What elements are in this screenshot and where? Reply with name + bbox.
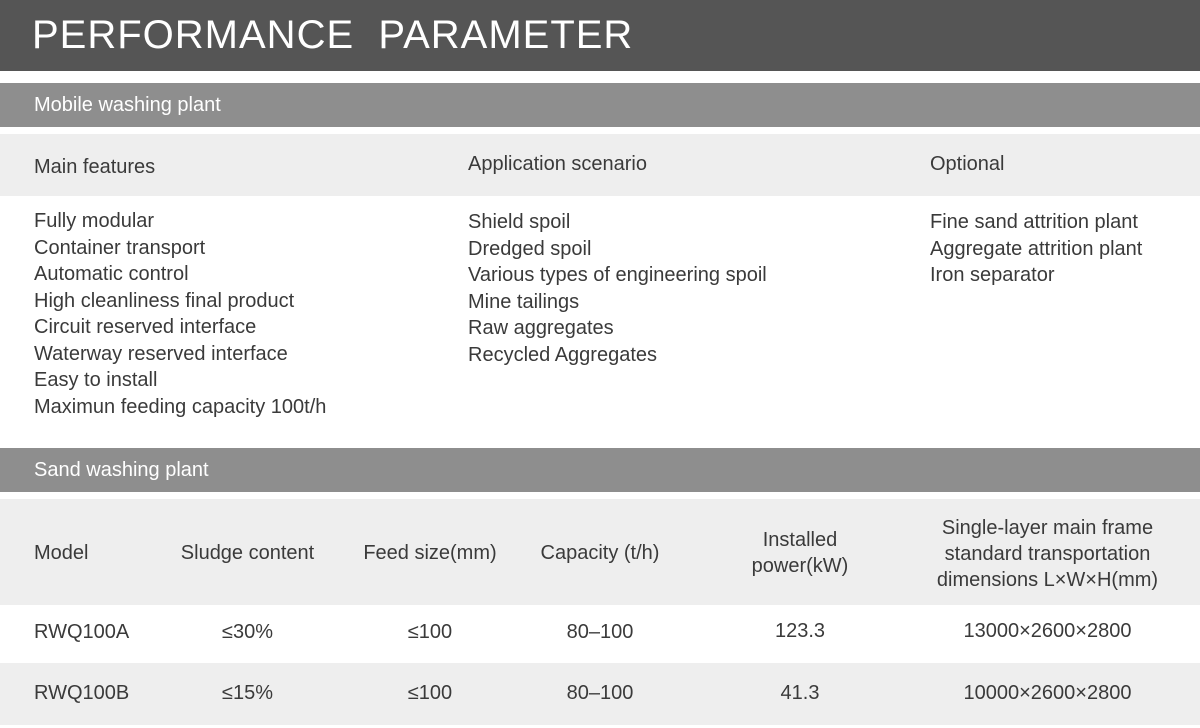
list-item: Fine sand attrition plant — [930, 211, 1138, 233]
cell-power: 41.3 — [780, 682, 820, 704]
list-item: Various types of engineering spoil — [468, 264, 767, 286]
list-item: Fully modular — [34, 210, 155, 232]
list-item: Raw aggregates — [468, 317, 614, 339]
cell-dimensions: 13000×2600×2800 — [963, 620, 1132, 642]
list-item: Recycled Aggregates — [468, 343, 658, 366]
cell-capacity: 80–100 — [566, 682, 634, 704]
list-item: Dredged spoil — [468, 237, 592, 260]
cell-model: RWQ100B — [34, 682, 130, 704]
list-item: Container transport — [34, 236, 206, 259]
cell-sludge: ≤15% — [221, 682, 273, 704]
cell-dimensions: 10000×2600×2800 — [963, 682, 1132, 704]
column-header-power: Installed power(kW) — [751, 529, 849, 577]
list-item: Iron separator — [930, 264, 1055, 286]
column-header-capacity: Capacity (t/h) — [540, 542, 660, 564]
list-item: Shield spoil — [468, 211, 571, 233]
mobile-section-header: Mobile washing plant — [0, 83, 1200, 127]
column-header-feed-size: Feed size(mm) — [363, 542, 497, 564]
column-header-dimensions: Single-layer main frame standard transportation dimensions L×W×H(mm) — [936, 517, 1159, 591]
list-item: Easy to install — [34, 369, 158, 391]
features-list — [34, 208, 326, 420]
cell-feed-size: ≤100 — [407, 682, 453, 704]
column-header-sludge: Sludge content — [180, 542, 315, 564]
application-header: Application scenario — [468, 153, 647, 175]
column-header-model: Model — [34, 542, 89, 564]
list-item: Circuit reserved interface — [34, 316, 257, 338]
features-header: Main features — [34, 156, 156, 178]
list-item: Mine tailings — [468, 290, 580, 313]
sand-section-header: Sand washing plant — [0, 448, 1200, 492]
optional-header: Optional — [930, 153, 1005, 175]
list-item: Aggregate attrition plant — [930, 237, 1143, 260]
list-item: High cleanliness final product — [34, 289, 295, 312]
optional-list — [930, 209, 1142, 289]
list-item: Waterway reserved interface — [34, 342, 288, 365]
cell-model: RWQ100A — [34, 621, 130, 643]
cell-sludge: ≤30% — [221, 621, 273, 643]
list-item: Automatic control — [34, 263, 189, 285]
list-item: Maximun feeding capacity 100t/h — [34, 395, 327, 418]
page-title: PERFORMANCE PARAMETER — [0, 0, 1200, 71]
cell-capacity: 80–100 — [566, 621, 634, 643]
application-list — [468, 209, 767, 368]
cell-power: 123.3 — [774, 620, 826, 642]
cell-feed-size: ≤100 — [407, 621, 453, 643]
